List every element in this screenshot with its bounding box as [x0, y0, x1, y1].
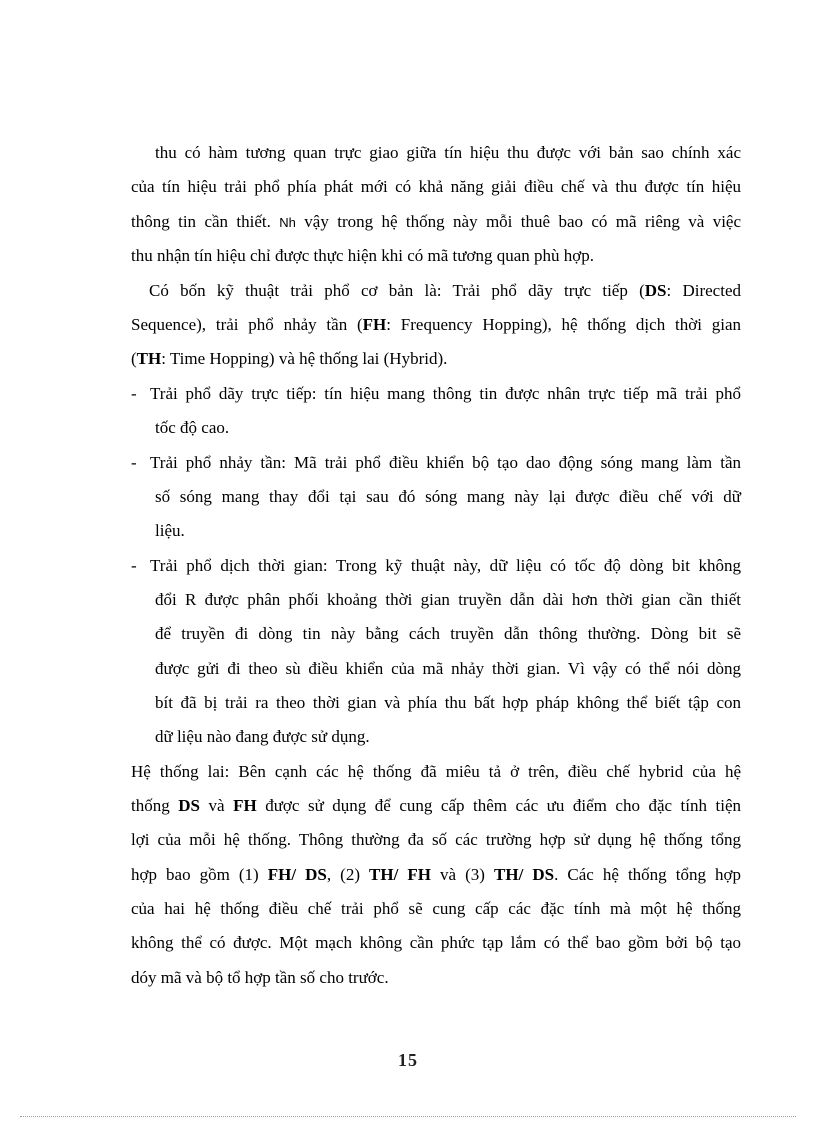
- text-run: bít đã bị trải ra theo thời gian và phía thu bất hợp pháp không thể biết tập con: [155, 693, 741, 712]
- abbr-ds: DS: [644, 281, 667, 300]
- abbr-fh: FH: [233, 796, 257, 815]
- text-run: , (2): [326, 865, 360, 884]
- bullet-3-line-6: [155, 726, 370, 748]
- text-run: Trải phổ dịch thời gian: Trong kỹ thuật này, dữ liệu có tốc độ dòng bit không: [150, 556, 741, 575]
- text-run: liệu.: [155, 521, 185, 540]
- bullet-3-line-2: [155, 589, 741, 611]
- abbr-th-fh: TH/ FH: [369, 865, 431, 884]
- hybrid-line-1: [131, 761, 741, 783]
- bullet-2-line-1: [150, 452, 741, 474]
- text-run: của hai hệ thống điều chế trải phổ sẽ cung cấp các đặc tính mà một hệ thống: [131, 899, 741, 918]
- bullet-1-line-2: [155, 417, 229, 439]
- text-run: vậy trong hệ thống này mỗi thuê bao có mã riêng và việc: [304, 212, 742, 231]
- text-run: và (3): [440, 865, 485, 884]
- text-run: lợi của mỗi hệ thống. Thông thường đa số các trường hợp sử dụng hệ thống tổng: [131, 830, 741, 849]
- text-run: số sóng mang thay đổi tại sau đó sóng mang này lại được điều chế với dữ: [155, 487, 741, 506]
- types-line-2: [131, 314, 741, 336]
- text-run: : Time Hopping) và hệ thống lai (Hybrid).: [161, 349, 448, 368]
- text-run: thu nhận tín hiệu chỉ được thực hiện khi có mã tương quan phù hợp.: [131, 246, 595, 265]
- intro-line-4: [131, 245, 741, 267]
- hybrid-line-3: [131, 829, 741, 851]
- hybrid-line-4: [131, 864, 741, 886]
- text-run: không thể có được. Một mạch không cần phức tạp lắm có thể bao gồm bởi bộ tạo: [131, 933, 741, 952]
- abbr-fh-ds: FH/ DS: [267, 865, 327, 884]
- bullet-3-line-5: [155, 692, 741, 714]
- bullet-3-line-4: [155, 658, 741, 680]
- text-run: dữ liệu nào đang được sử dụng.: [155, 727, 370, 746]
- bullet-dash: -: [131, 556, 137, 575]
- abbr-th-ds: TH/ DS: [494, 865, 555, 884]
- text-run: đổi R được phân phối khoảng thời gian truyền dẫn dài hơn thời gian cần thiết: [155, 590, 741, 609]
- abbr-th: TH: [136, 349, 162, 368]
- text-run: được gửi đi theo sù điều khiển của mã nhảy thời gian. Vì vậy có thể nói dòng: [155, 659, 741, 678]
- text-run: của tín hiệu trải phổ phía phát mới có khả năng giải điều chế và thu được tín hiệu: [131, 177, 741, 196]
- bullet-dash: -: [131, 453, 137, 472]
- text-run: : Frequency Hopping), hệ thống dịch thời gian: [386, 315, 741, 334]
- bottom-divider: [20, 1116, 796, 1117]
- bullet-3-line-1: [150, 555, 741, 577]
- types-line-1: [149, 280, 741, 302]
- text-run: (: [131, 349, 137, 368]
- text-run: Có bốn kỹ thuật trải phổ cơ bản là: Trải phổ dãy trực tiếp (: [149, 281, 645, 300]
- bullet-2-line-3: [155, 520, 185, 542]
- types-line-3: [131, 348, 741, 370]
- abbr-ds: DS: [178, 796, 200, 815]
- text-run: thông tin cần thiết.: [131, 212, 271, 231]
- text-run: tốc độ cao.: [155, 418, 230, 437]
- hybrid-line-7: [131, 967, 741, 989]
- text-run: được sử dụng để cung cấp thêm các ưu điểm cho đặc tính tiện: [265, 796, 742, 815]
- intro-line-1: [155, 142, 741, 164]
- text-run: Trải phổ nhảy tần: Mã trải phổ điều khiển bộ tạo dao động sóng mang làm tần: [150, 453, 741, 472]
- text-run: và: [208, 796, 225, 815]
- text-run: thu có hàm tương quan trực giao giữa tín hiệu thu được với bản sao chính xác: [155, 143, 741, 162]
- text-run-small: Nh: [279, 215, 296, 230]
- text-run: Sequence), trải phổ nhảy tần (: [131, 315, 363, 334]
- bullet-3-line-3: [155, 623, 741, 645]
- text-run: dóy mã và bộ tổ hợp tần số cho trước.: [131, 968, 389, 987]
- intro-line-3: [131, 211, 741, 234]
- text-run: Trải phổ dãy trực tiếp: tín hiệu mang thông tin được nhân trực tiếp mã trải phổ: [150, 384, 741, 403]
- hybrid-line-2: [131, 795, 741, 817]
- bullet-2-line-2: [155, 486, 741, 508]
- intro-line-2: [131, 176, 741, 198]
- hybrid-line-6: [131, 932, 741, 954]
- text-run: thống: [131, 796, 170, 815]
- bullet-1-line-1: [150, 383, 741, 405]
- page-number: 15: [398, 1050, 418, 1070]
- text-run: . Các hệ thống tổng hợp: [554, 865, 741, 884]
- text-run: hợp bao gồm (1): [131, 865, 259, 884]
- abbr-fh: FH: [362, 315, 387, 334]
- hybrid-line-5: [131, 898, 741, 920]
- text-run: Hệ thống lai: Bên cạnh các hệ thống đã miêu tả ở trên, điều chế hybrid của hệ: [131, 762, 741, 781]
- bullet-dash: -: [131, 384, 137, 403]
- text-run: để truyền đi dòng tin này bằng cách truyền dẫn thông thường. Dòng bit sẽ: [155, 624, 741, 643]
- text-run: : Directed: [666, 281, 741, 300]
